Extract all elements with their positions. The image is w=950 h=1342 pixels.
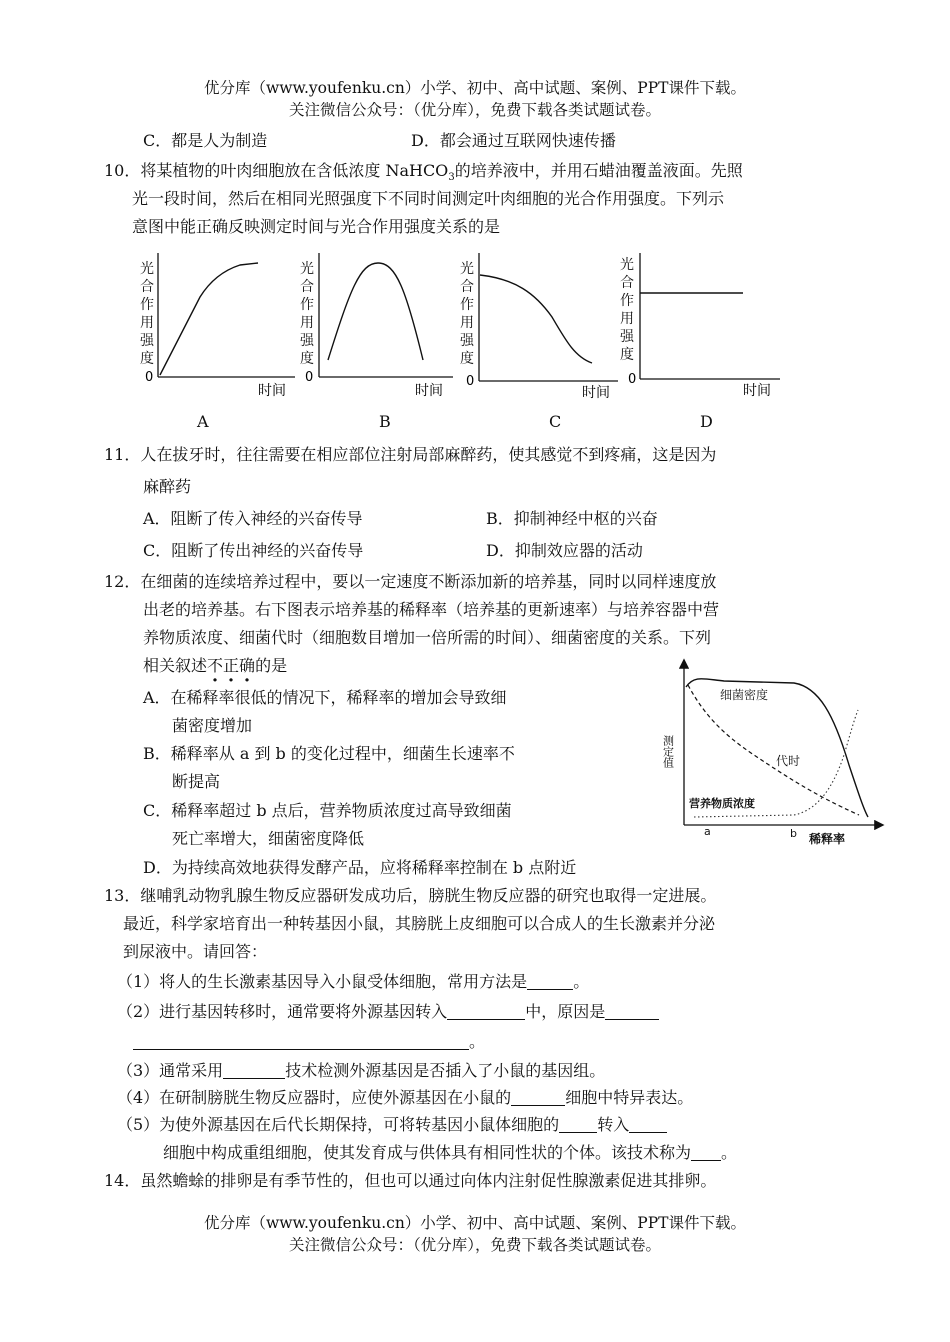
graph-d-ylabel-3: 作	[620, 293, 634, 309]
graph-a-ylabel-1: 光	[140, 261, 154, 277]
graph-d-ylabel-6: 度	[620, 347, 634, 363]
blank-2a[interactable]	[447, 1003, 525, 1020]
graph-label-b: B	[379, 412, 391, 431]
q13-sub-5-cont: 细胞中构成重组细胞，使其发育成与供体具有相同性状的个体。该技术称为 。	[163, 1143, 738, 1162]
q12-option-b-1: B．稀释率从 a 到 b 的变化过程中，细菌生长速率不	[143, 744, 515, 763]
blank-3[interactable]	[223, 1062, 285, 1079]
graph-d-origin: 0	[628, 372, 637, 387]
q11-line-1: 11．人在拔牙时，往往需要在相应部位注射局部麻醉药，使其感觉不到疼痛，这是因为	[104, 445, 717, 464]
graph-c-ylabel-5: 强	[460, 333, 474, 349]
graph-c-ylabel-6: 度	[460, 351, 474, 367]
graph-c-ylabel-2: 合	[460, 279, 474, 295]
graph-c-xlabel: 时间	[582, 385, 610, 401]
q13-line-3: 到尿液中。请回答：	[123, 942, 268, 961]
q10-line-1: 10．将某植物的叶肉细胞放在含低浓度 NaHCO$_3$的培养液中，并用石蜡油覆盖液面。先照	[104, 161, 743, 184]
footer-line-1: 优分库（www.youfenku.cn）小学、初中、高中试题、案例、PPT课件下载。	[203, 1214, 747, 1232]
q12-chart	[661, 655, 889, 850]
chart-generation-curve	[688, 685, 859, 815]
chart-gen-label: 代时	[776, 754, 801, 768]
graph-d	[620, 253, 780, 399]
chart-xlabel: 稀释率	[809, 832, 846, 846]
graph-d-ylabel-1: 光	[620, 257, 634, 273]
q10-line-2: 光一段时间，然后在相同光照强度下不同时间测定叶肉细胞的光合作用强度。下列示	[132, 189, 725, 208]
graph-a-ylabel-6: 度	[140, 351, 154, 367]
graph-a-ylabel-3: 作	[140, 297, 154, 313]
graph-b-ylabel-1: 光	[300, 261, 314, 277]
q12-option-c-1: C．稀释率超过 b 点后，营养物质浓度过高导致细菌	[143, 801, 512, 820]
graph-b-ylabel-2: 合	[300, 279, 314, 295]
blank-1[interactable]	[527, 973, 573, 990]
graph-b-origin: 0	[305, 370, 314, 385]
q13-sub-5: （5）为使外源基因在后代长期保持，可将转基因小鼠体细胞的 转入	[117, 1112, 667, 1135]
graph-a-ylabel-5: 强	[140, 333, 154, 349]
q11-option-b: B．抑制神经中枢的兴奋	[486, 509, 658, 528]
blank-4[interactable]	[511, 1089, 565, 1106]
blank-2c[interactable]	[133, 1033, 469, 1050]
q12-line-2: 出老的培养基。右下图表示培养基的稀释率（培养基的更新速率）与培养容器中营	[143, 600, 720, 619]
q9-option-d: D．都会通过互联网快速传播	[411, 131, 616, 150]
q11-line-2: 麻醉药	[143, 477, 192, 496]
q12-option-a-1: A．在稀释率很低的情况下，稀释率的增加会导致细	[143, 688, 507, 707]
chart-nutrient-label: 营养物质浓度	[689, 797, 755, 810]
q12-option-b-2: 断提高	[172, 772, 221, 791]
q11-option-c: C．阻断了传出神经的兴奋传导	[143, 541, 364, 560]
graph-a-origin: 0	[145, 370, 154, 385]
graph-b	[300, 253, 453, 399]
q13-sub-2: （2）进行基因转移时，通常要将外源基因转入 中，原因是	[117, 999, 659, 1022]
graph-b-ylabel-6: 度	[300, 351, 314, 367]
graph-c-ylabel-4: 用	[460, 315, 474, 331]
graph-a-ylabel-2: 合	[140, 279, 154, 295]
q12-line-3: 养物质浓度、细菌代时（细胞数目增加一倍所需的时间）、细菌密度的关系。下列	[143, 628, 712, 647]
q11-option-a: A．阻断了传入神经的兴奋传导	[143, 509, 363, 528]
graph-a	[140, 253, 295, 399]
q12-option-c-2: 死亡率增大，细菌密度降低	[172, 829, 365, 848]
chart-tick-b: b	[790, 827, 797, 840]
graph-d-xlabel: 时间	[743, 383, 771, 399]
graph-a-xlabel: 时间	[258, 383, 286, 399]
graph-d-ylabel-2: 合	[620, 275, 634, 291]
graph-d-ylabel-4: 用	[620, 311, 634, 327]
chart-density-label: 细菌密度	[720, 688, 769, 702]
graph-b-xlabel: 时间	[415, 383, 443, 399]
q13-sub-4: （4）在研制膀胱生物反应器时，应使外源基因在小鼠的 细胞中特异表达。	[117, 1088, 694, 1107]
header-line-2: 关注微信公众号：（优分库），免费下载各类试题试卷。	[288, 101, 661, 119]
blank-5c[interactable]	[691, 1144, 721, 1161]
graph-a-ylabel-4: 用	[140, 315, 154, 331]
q13-line-1: 13．继哺乳动物乳腺生物反应器研发成功后，膀胱生物反应器的研究也取得一定进展。	[104, 886, 717, 905]
chart-tick-a: a	[704, 825, 711, 838]
graph-b-ylabel-5: 强	[300, 333, 314, 349]
q12-option-a-2: 菌密度增加	[172, 716, 253, 735]
q10-subscript: 3	[448, 172, 455, 184]
graph-c-ylabel-3: 作	[460, 297, 474, 313]
q10-graphs	[130, 245, 790, 405]
graph-b-ylabel-4: 用	[300, 315, 314, 331]
graph-c-curve	[480, 275, 592, 363]
graph-c-ylabel-1: 光	[460, 261, 474, 277]
graph-c-origin: 0	[466, 374, 475, 389]
q9-option-c: C．都是人为制造	[143, 131, 268, 150]
header-line-1: 优分库（www.youfenku.cn）小学、初中、高中试题、案例、PPT课件下载。	[203, 79, 747, 97]
q12-line-1: 12．在细菌的连续培养过程中，要以一定速度不断添加新的培养基，同时以同样速度放	[104, 572, 717, 591]
q11-option-d: D．抑制效应器的活动	[486, 541, 643, 560]
graph-label-d: D	[700, 412, 713, 431]
chart-ylabel: 测定值	[661, 735, 675, 768]
blank-5b[interactable]	[629, 1116, 667, 1133]
q13-line-2: 最近，科学家培育出一种转基因小鼠，其膀胱上皮细胞可以合成人的生长激素并分泌	[123, 914, 716, 933]
graph-d-ylabel-5: 强	[620, 329, 634, 345]
graph-b-curve	[328, 263, 423, 360]
q13-sub-1: （1）将人的生长激素基因导入小鼠受体细胞，常用方法是 。	[117, 972, 590, 991]
blank-2b[interactable]	[605, 1003, 659, 1020]
graph-c	[460, 253, 618, 401]
graph-a-curve	[160, 263, 258, 375]
graph-b-ylabel-3: 作	[300, 297, 314, 313]
q13-sub-2-cont: 。	[133, 1029, 485, 1052]
graph-label-c: C	[549, 412, 562, 431]
q13-sub-3: （3）通常采用 技术检测外源基因是否插入了小鼠的基因组。	[117, 1061, 606, 1080]
q14-line-1: 14．虽然蟾蜍的排卵是有季节性的，但也可以通过向体内注射促性腺激素促进其排卵。	[104, 1171, 717, 1190]
q10-line-3: 意图中能正确反映测定时间与光合作用强度关系的是	[132, 217, 501, 236]
q12-option-d: D．为持续高效地获得发酵产品，应将稀释率控制在 b 点附近	[143, 858, 577, 877]
blank-5a[interactable]	[559, 1116, 597, 1133]
q12-line-4: 相关叙述不正确的是	[143, 656, 288, 675]
graph-label-a: A	[197, 412, 209, 431]
footer-line-2: 关注微信公众号：（优分库），免费下载各类试题试卷。	[288, 1236, 661, 1254]
